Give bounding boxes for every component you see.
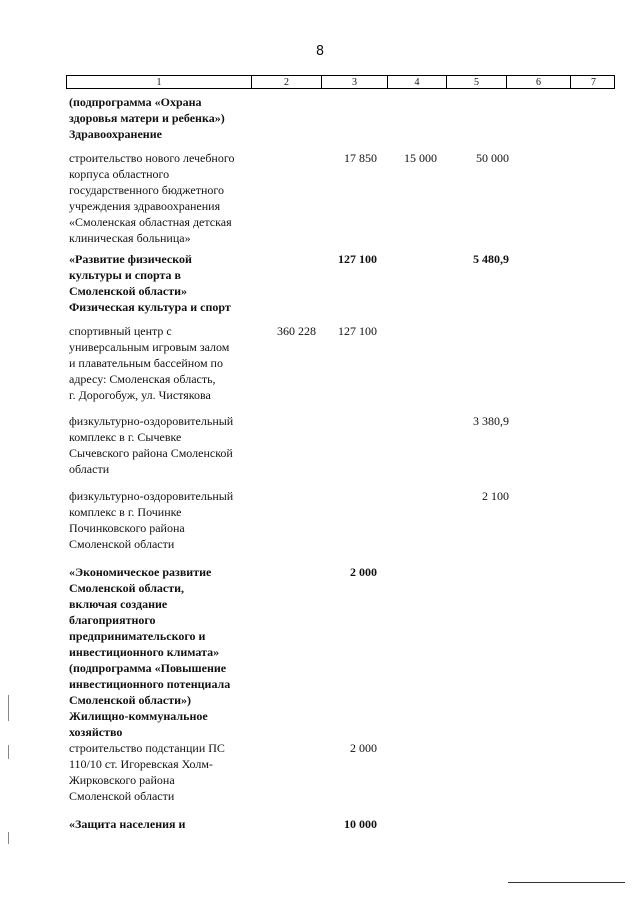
item-line: спортивный центр с bbox=[69, 324, 172, 338]
scan-mark bbox=[8, 832, 9, 844]
item-line: строительство нового лечебного bbox=[69, 151, 235, 165]
item-line: Смоленской области bbox=[69, 537, 175, 551]
value-col4: 15 000 bbox=[404, 151, 437, 165]
item-line: Жирковского района bbox=[69, 773, 175, 787]
item-line: Смоленской области bbox=[69, 789, 175, 803]
section-line: инвестиционного климата» bbox=[69, 645, 220, 659]
header-col-3: 3 bbox=[321, 76, 387, 88]
item-line: и плавательным бассейном по bbox=[69, 356, 223, 370]
item-line: области bbox=[69, 462, 110, 476]
item-line: г. Дорогобуж, ул. Чистякова bbox=[69, 388, 211, 402]
item-line: физкультурно-оздоровительный bbox=[69, 489, 234, 503]
item-sychevka-complex bbox=[69, 413, 259, 477]
header-col-5: 5 bbox=[446, 76, 506, 88]
item-line: физкультурно-оздоровительный bbox=[69, 414, 234, 428]
section-line: Смоленской области, bbox=[69, 581, 185, 595]
value-col3: 10 000 bbox=[344, 817, 377, 831]
page-number: 8 bbox=[315, 44, 325, 59]
item-line: Сычевского района Смоленской bbox=[69, 446, 233, 460]
item-line: комплекс в г. Сычевке bbox=[69, 430, 182, 444]
section-line: Смоленской области») bbox=[69, 693, 192, 707]
section-line: Смоленской области» bbox=[69, 284, 188, 298]
value-col3: 2 000 bbox=[350, 741, 377, 755]
value-col3: 127 100 bbox=[338, 324, 377, 338]
table-header-row bbox=[66, 75, 615, 89]
section-line: Здравоохранение bbox=[69, 127, 162, 141]
item-line: адресу: Смоленская область, bbox=[69, 372, 216, 386]
item-line: универсальным игровым залом bbox=[69, 340, 230, 354]
scan-mark bbox=[8, 745, 9, 759]
value-col3: 17 850 bbox=[344, 151, 377, 165]
section-line: «Защита населения и bbox=[69, 817, 186, 831]
header-col-7: 7 bbox=[570, 76, 616, 88]
section-line: хозяйство bbox=[69, 725, 123, 739]
section-line: «Развитие физической bbox=[69, 252, 192, 266]
item-line: «Смоленская областная детская bbox=[69, 215, 232, 229]
section-heading-protection bbox=[69, 816, 274, 832]
item-sports-center bbox=[69, 323, 259, 403]
item-line: учреждения здравоохранения bbox=[69, 199, 221, 213]
value-col5: 50 000 bbox=[476, 151, 509, 165]
section-line: предпринимательского и bbox=[69, 629, 206, 643]
item-substation bbox=[69, 740, 259, 804]
section-line: культуры и спорта в bbox=[69, 268, 182, 282]
scan-mark bbox=[8, 695, 9, 721]
section-line: благоприятного bbox=[69, 613, 156, 627]
item-line: государственного бюджетного bbox=[69, 183, 225, 197]
item-hospital-building bbox=[69, 150, 259, 246]
section-line: инвестиционного потенциала bbox=[69, 677, 231, 691]
item-line: строительство подстанции ПС bbox=[69, 741, 225, 755]
section-heading-economic bbox=[69, 564, 274, 740]
item-line: клиническая больница» bbox=[69, 231, 191, 245]
section-line: Физическая культура и спорт bbox=[69, 300, 231, 314]
value-col3: 127 100 bbox=[338, 252, 377, 266]
header-col-1: 1 bbox=[156, 77, 162, 88]
section-heading-sport bbox=[69, 251, 274, 315]
header-col-2: 2 bbox=[251, 76, 321, 88]
section-line: здоровья матери и ребенка») bbox=[69, 111, 225, 125]
value-col5: 3 380,9 bbox=[473, 414, 509, 428]
section-line: Жилищно-коммунальное bbox=[69, 709, 208, 723]
value-col5: 2 100 bbox=[482, 489, 509, 503]
section-line: включая создание bbox=[69, 597, 168, 611]
section-heading-maternal-health bbox=[69, 94, 274, 142]
header-col-4: 4 bbox=[387, 76, 446, 88]
footer-rule bbox=[508, 882, 625, 883]
section-line: (подпрограмма «Повышение bbox=[69, 661, 227, 675]
value-col5: 5 480,9 bbox=[473, 252, 509, 266]
header-col-6: 6 bbox=[506, 76, 570, 88]
value-col3: 2 000 bbox=[350, 565, 377, 579]
value-col2: 360 228 bbox=[277, 324, 316, 338]
section-line: «Экономическое развитие bbox=[69, 565, 212, 579]
item-pochinok-complex bbox=[69, 488, 259, 552]
item-line: Починковского района bbox=[69, 521, 185, 535]
item-line: 110/10 ст. Игоревская Холм- bbox=[69, 757, 213, 771]
item-line: комплекс в г. Починке bbox=[69, 505, 182, 519]
section-line: (подпрограмма «Охрана bbox=[69, 95, 202, 109]
item-line: корпуса областного bbox=[69, 167, 170, 181]
